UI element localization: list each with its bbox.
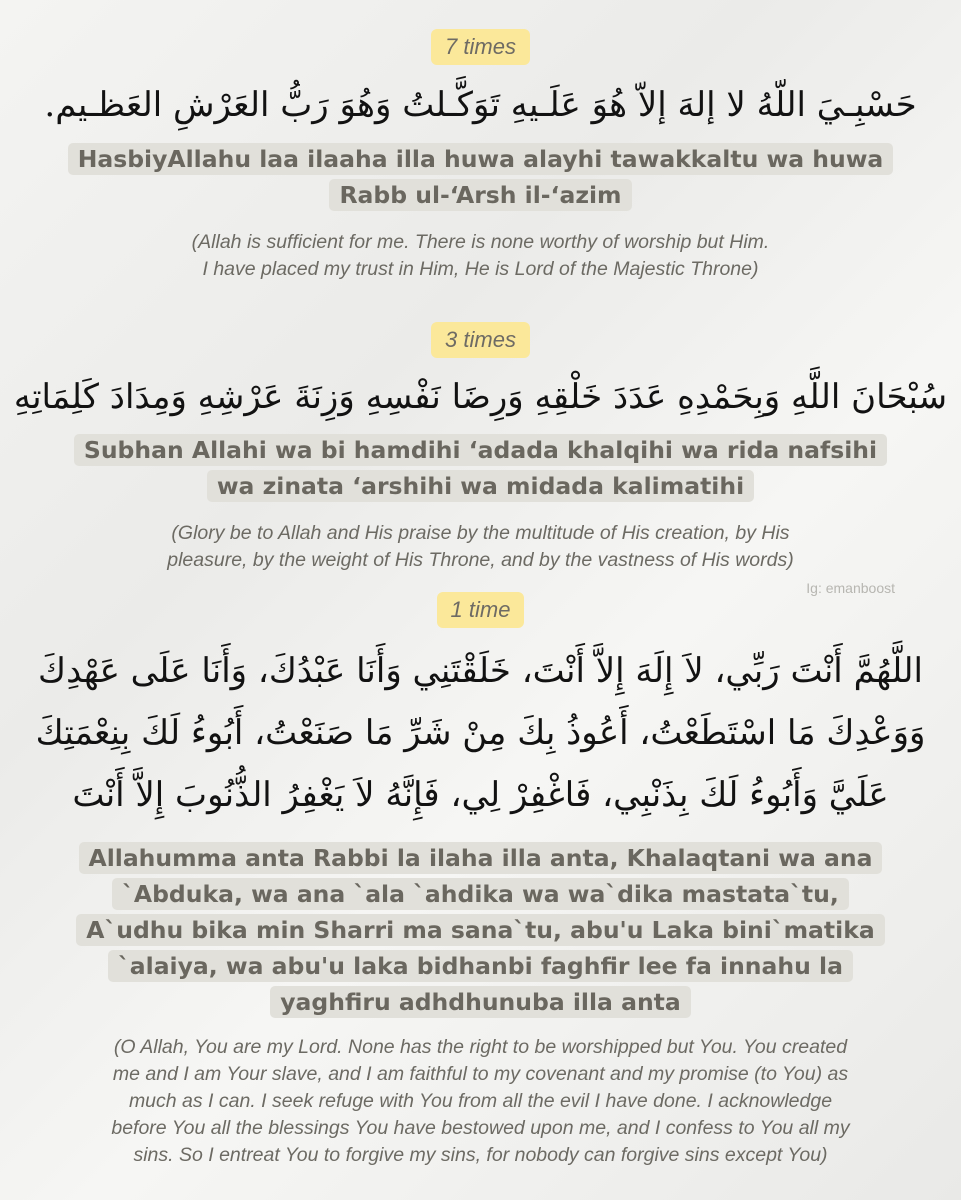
translation-line: sins. So I entreat You to forgive my sins, for nobody can forgive sins except You): [133, 1144, 828, 1166]
translation-line: (Glory be to Allah and His praise by the multitude of His creation, by His: [171, 522, 790, 544]
repeat-count-badge: 1 time: [437, 592, 525, 628]
translation-line: (Allah is sufficient for me. There is none worthy of worship but Him.: [191, 231, 770, 253]
translation-line: (O Allah, You are my Lord. None has the right to be worshipped but You. You created: [113, 1036, 848, 1058]
dhikr-section-2: [0, 322, 961, 574]
arabic-text-line: اللَّهُمَّ أَنْتَ رَبِّي، لاَ إِلَهَ إِلاَّ أَنْتَ، خَلَقْتَنِي وَأَنَا عَبْدُكَ، وَأَنَا عَلَى عَهْدِكَ: [38, 651, 923, 691]
translation-line: me and I am Your slave, and I am faithful to my covenant and my promise (to You) as: [112, 1063, 849, 1085]
arabic-text-line: سُبْحَانَ اللَّهِ وَبِحَمْدِهِ عَدَدَ خَلْقِهِ وَرِضَا نَفْسِهِ وَزِنَةَ عَرْشِهِ وَمِدَادَ كَلِمَاتِهِ: [13, 377, 948, 417]
transliteration-text: Subhan Allahi wa bi hamdihi ‘adada khalqihi wa rida nafsihi wa zinata ‘arshihi wa midada kalimatihi: [74, 434, 887, 502]
arabic-text-line: عَلَيَّ وَأَبُوءُ لَكَ بِذَنْبِي، فَاغْفِرْ لِي، فَإِنَّهُ لاَ يَغْفِرُ الذُّنُوبَ إِلاَّ أَنْتَ: [72, 775, 889, 815]
translation-line: before You all the blessings You have bestowed upon me, and I confess to You all my: [111, 1117, 850, 1139]
arabic-text-line: حَسْبِـيَ اللّهُ لا إلهَ إلاّ هُوَ عَلَـيهِ تَوَكَّـلتُ وَهُوَ رَبُّ العَرْشِ العَظـيم.: [44, 85, 917, 125]
transliteration-text: Allahumma anta Rabbi la ilaha illa anta, Khalaqtani wa ana `Abduka, wa ana `ala `ahdika wa wa`dika mastata`tu, A`udhu bika min Sharri ma sana`tu, abu'u Laka bini`matika `alaiya, wa abu'u laka bidhanbi faghfir lee fa innahu la yaghfiru adhdhunuba illa anta: [76, 842, 884, 1018]
instagram-watermark: Ig: emanboost: [806, 580, 895, 596]
repeat-count-badge: 7 times: [431, 29, 530, 65]
arabic-text-line: وَوَعْدِكَ مَا اسْتَطَعْتُ، أَعُوذُ بِكَ مِنْ شَرِّ مَا صَنَعْتُ، أَبُوءُ لَكَ بِنِعْمَتِكَ: [35, 713, 926, 753]
translation-line: pleasure, by the weight of His Throne, and by the vastness of His words): [167, 549, 794, 571]
translation-line: much as I can. I seek refuge with You from all the evil I have done. I acknowledge: [128, 1090, 833, 1112]
translation-line: I have placed my trust in Him, He is Lord of the Majestic Throne): [202, 258, 759, 280]
dhikr-section-1: [0, 29, 961, 283]
transliteration-text: HasbiyAllahu laa ilaaha illa huwa alayhi tawakkaltu wa huwa Rabb ul-‘Arsh il-‘azim: [68, 143, 894, 211]
repeat-count-badge: 3 times: [431, 322, 530, 358]
dhikr-section-3: [0, 592, 961, 1169]
